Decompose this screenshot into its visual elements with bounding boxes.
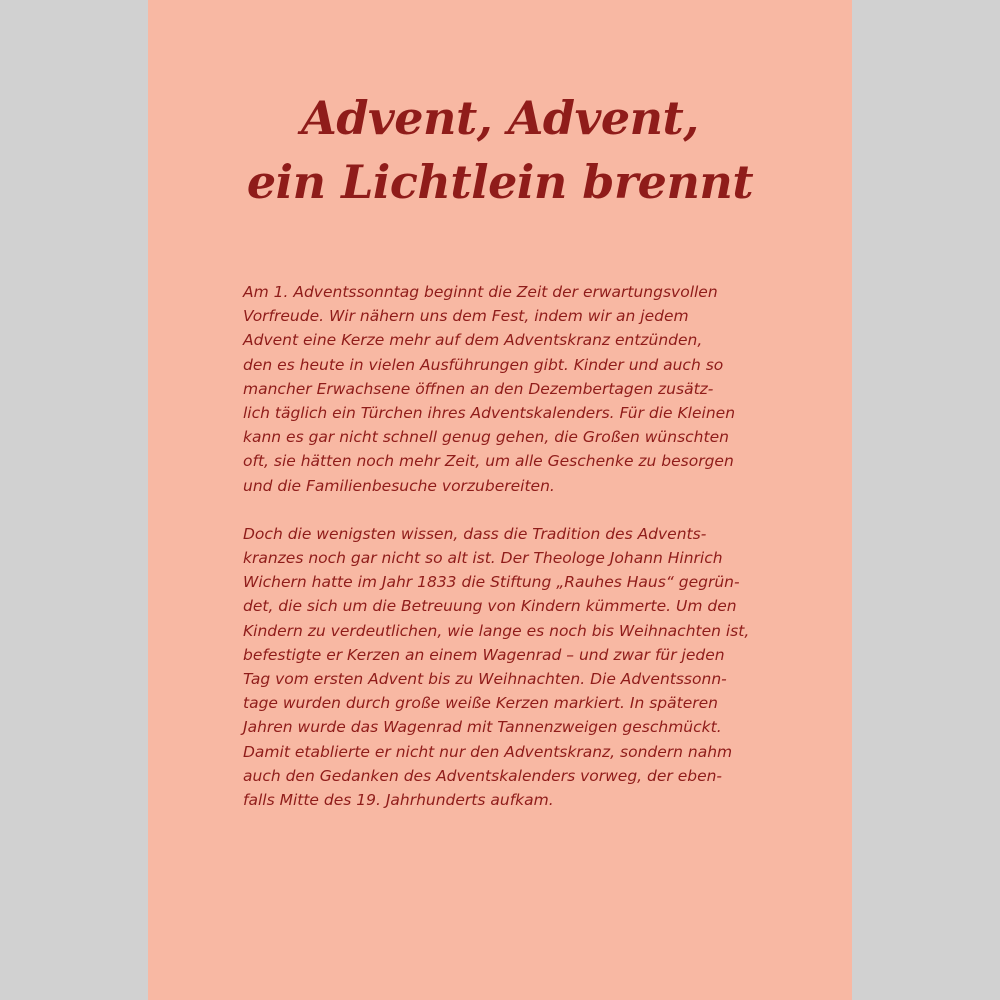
text-line: Jahren wurde das Wagenrad mit Tannenzweigen geschmückt. [243,718,722,737]
text-line: det, die sich um die Betreuung von Kindern kümmerte. Um den [243,597,737,616]
paragraph-2 [243,522,803,812]
body-text [243,280,803,812]
page-title [148,86,852,214]
text-line: Wichern hatte im Jahr 1833 die Stiftung „Rauhes Haus“ gegrün- [243,573,740,592]
text-line: falls Mitte des 19. Jahrhunderts aufkam. [243,790,554,809]
text-line: Doch die wenigsten wissen, dass die Tradition des Advents- [243,524,707,543]
text-line: auch den Gedanken des Adventskalenders vorweg, der eben- [243,766,723,785]
text-line: Damit etablierte er nicht nur den Adventskranz, sondern nahm [243,742,733,761]
title-line-1: Advent, Advent, [301,91,699,145]
text-line: oft, sie hätten noch mehr Zeit, um alle Geschenke zu besorgen [243,452,734,471]
text-line: mancher Erwachsene öffnen an den Dezembertagen zusätz- [243,379,714,398]
text-line: Tag vom ersten Advent bis zu Weihnachten. Die Adventssonn- [243,670,727,688]
text-line: den es heute in vielen Ausführungen gibt. Kinder und auch so [243,355,724,374]
text-line: kann es gar nicht schnell genug gehen, die Großen wünschten [243,428,729,447]
text-line: kranzes noch gar nicht so alt ist. Der Theologe Johann Hinrich [243,549,723,568]
text-line: Am 1. Adventssonntag beginnt die Zeit der erwartungsvollen [243,283,718,301]
book-page [148,0,852,1000]
paragraph-1 [243,280,803,498]
text-line: Vorfreude. Wir nähern uns dem Fest, indem wir an jedem [243,307,689,326]
text-line: und die Familienbesuche vorzubereiten. [243,476,555,495]
text-line: Kindern zu verdeutlichen, wie lange es noch bis Weihnachten ist, [243,621,750,640]
text-line: Advent eine Kerze mehr auf dem Adventskranz entzünden, [243,331,703,350]
text-line: befestigte er Kerzen an einem Wagenrad – und zwar für jeden [243,645,725,664]
title-line-2: ein Lichtlein brennt [246,155,754,209]
text-line: tage wurden durch große weiße Kerzen markiert. In späteren [243,694,718,713]
text-line: lich täglich ein Türchen ihres Adventskalenders. Für die Kleinen [243,403,736,422]
